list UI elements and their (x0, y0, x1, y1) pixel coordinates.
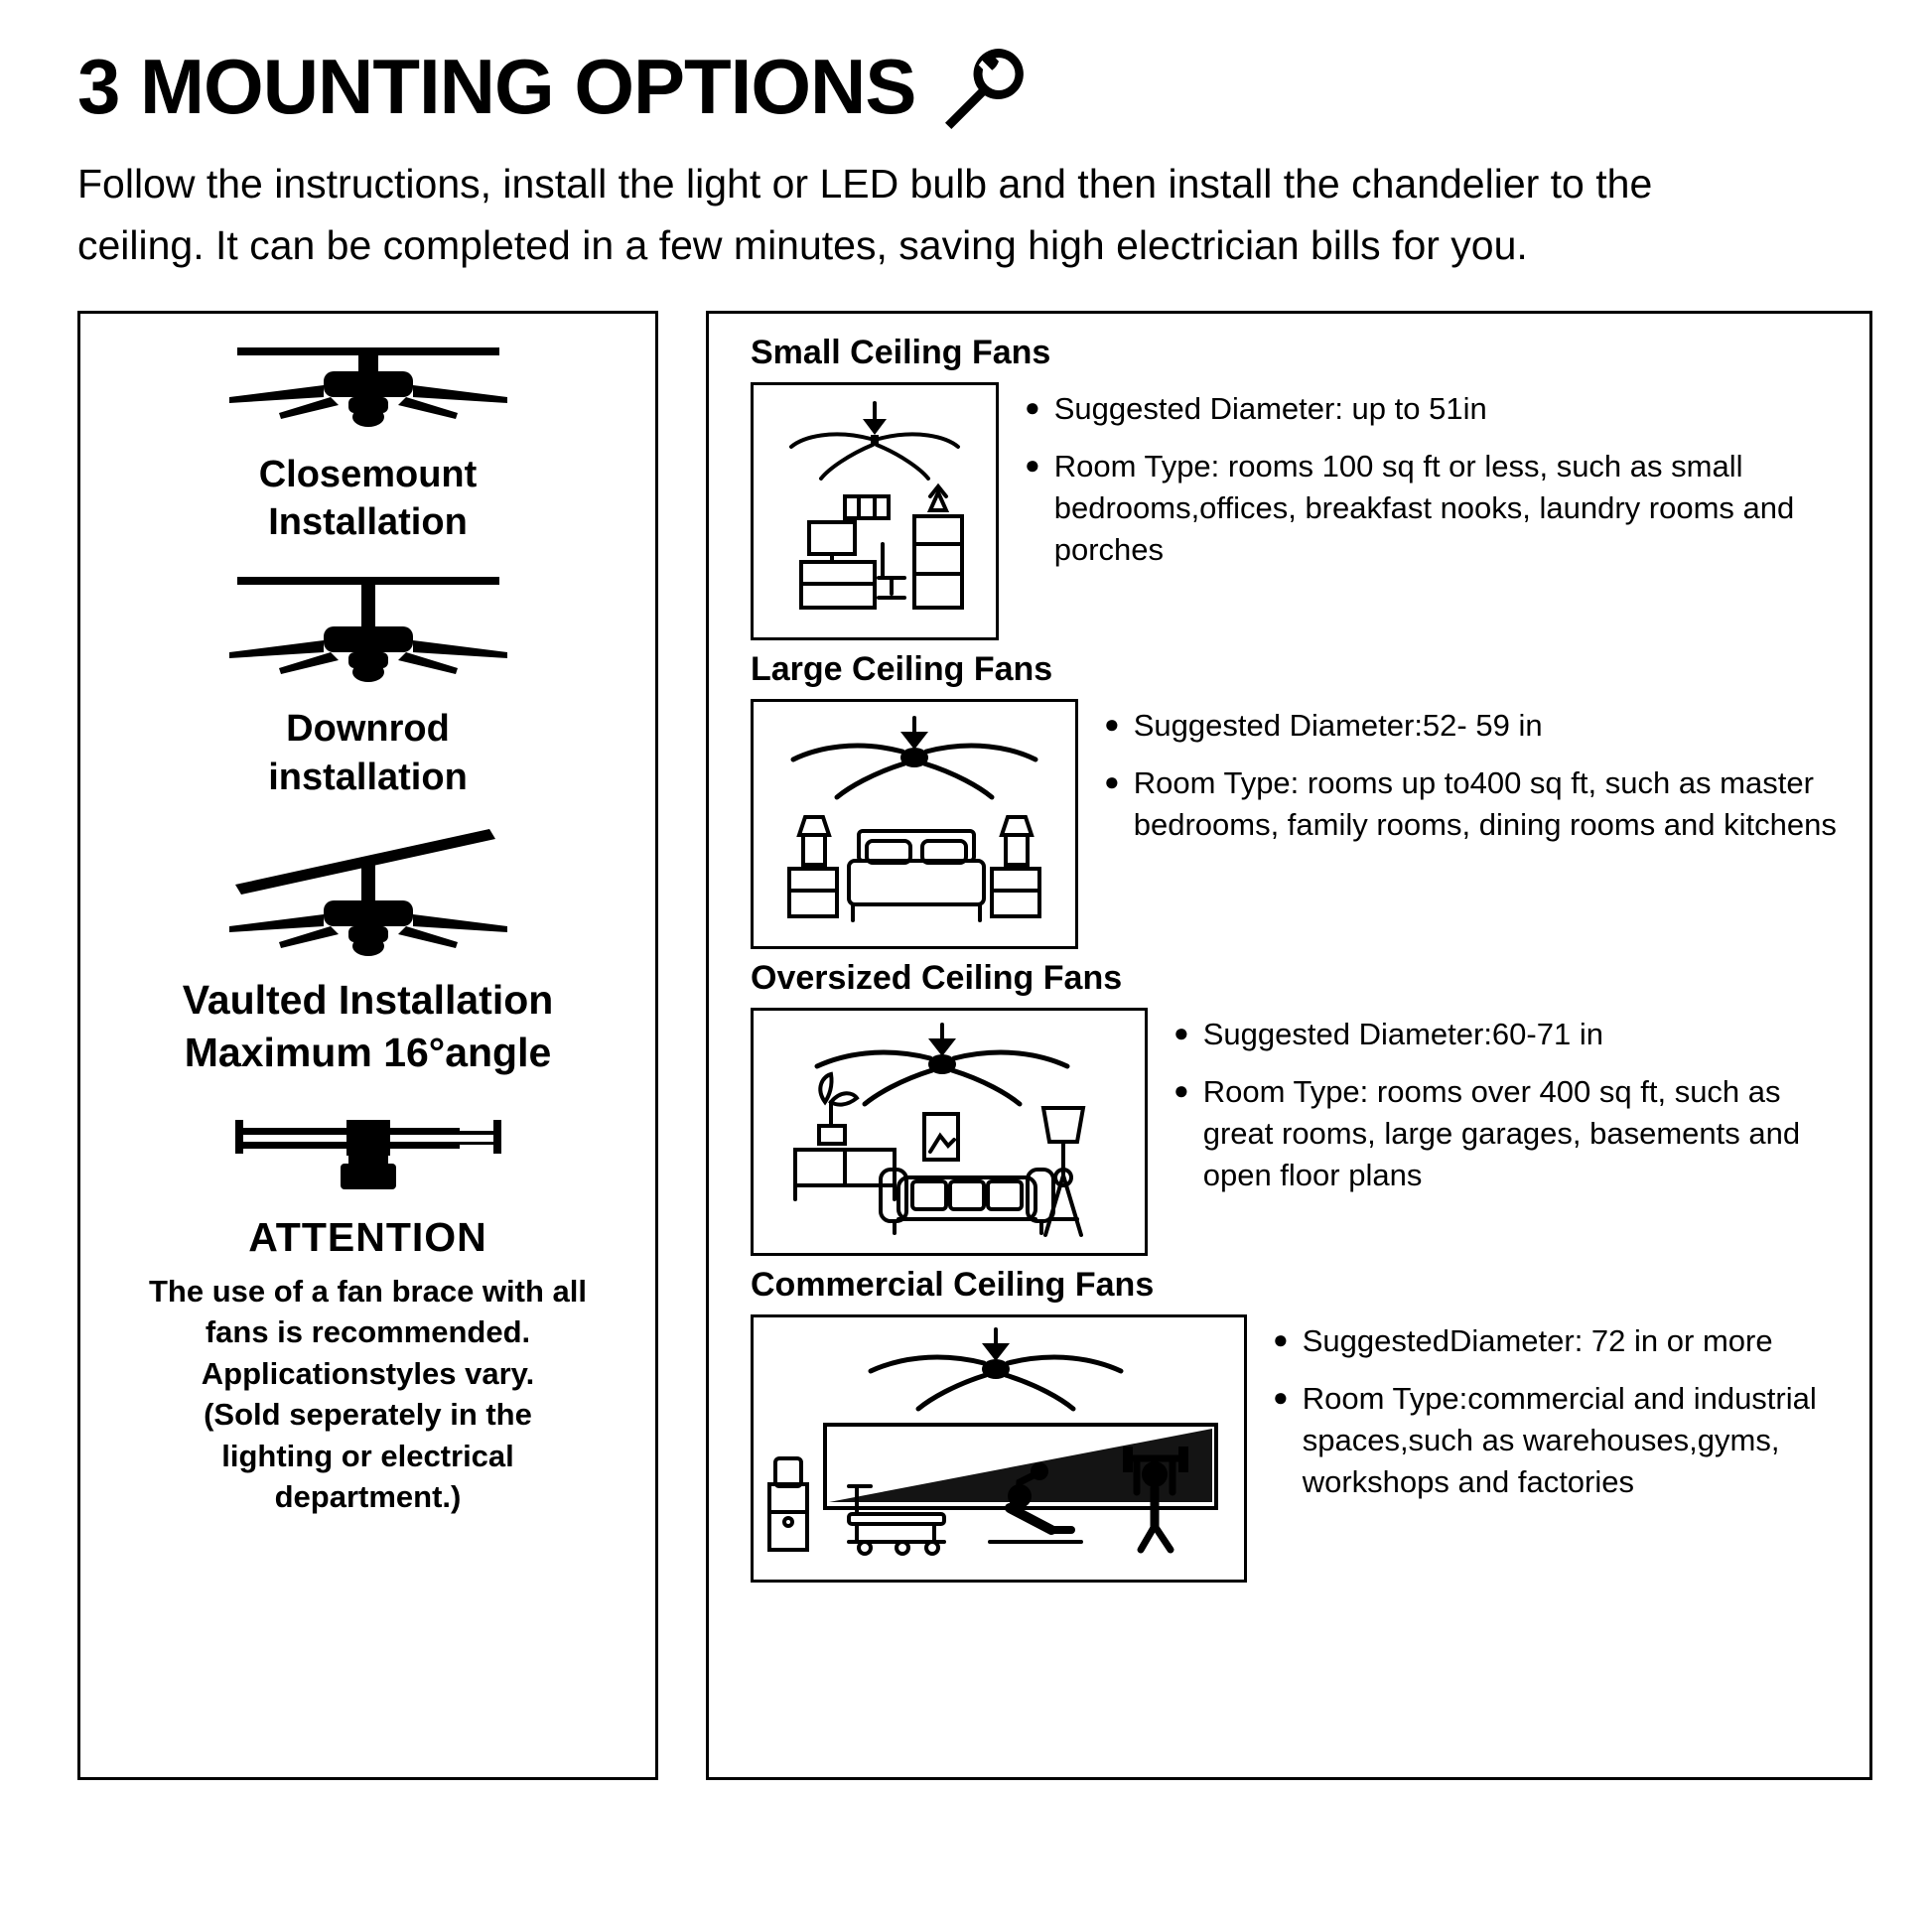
intro-paragraph: Follow the instructions, install the light or LED bulb and then install the chandelier to the ceiling. It can be completed in a few minutes, saving high electrician bills for you. (77, 161, 1653, 269)
fan-size-guide-panel (706, 311, 1872, 1780)
bullet-dot: ● (1273, 1323, 1289, 1354)
fan-size-block-small (751, 334, 1850, 640)
downrod-label: Downrod installation (268, 707, 468, 798)
bullet-dot: ● (1173, 1074, 1189, 1105)
fan-size-heading: Oversized Ceiling Fans (751, 958, 1123, 997)
bullet-item: ● Room Type: rooms up to400 sq ft, such as master bedrooms, family rooms, dining rooms and kitchens (1104, 762, 1850, 846)
bullet-item: ● Suggested Diameter: up to 51in (1025, 388, 1819, 430)
closemount-fan-icon (219, 342, 517, 441)
commercial-room-gym-icon (751, 1314, 1247, 1583)
vaulted-fan-icon (219, 825, 517, 964)
bullet-dot: ● (1104, 708, 1120, 739)
oversized-room-living-icon (751, 1008, 1148, 1256)
attention-text: The use of a fan brace with all fans is recommended. Applicationstyles vary. (Sold seperately in the lighting or electrical department.) (149, 1273, 587, 1515)
commercial-fan-bullets (1273, 1314, 1850, 1520)
large-room-bedroom-icon (751, 699, 1078, 949)
fan-size-block-oversized (751, 959, 1850, 1256)
bullet-dot: ● (1104, 765, 1120, 796)
bullet-item: ● Room Type: rooms 100 sq ft or less, such as small bedrooms,offices, breakfast nooks, laundry rooms and porches (1025, 446, 1819, 571)
attention-title: ATTENTION (248, 1213, 487, 1260)
fan-size-heading: Large Ceiling Fans (751, 649, 1053, 688)
large-fan-bullets (1104, 699, 1850, 862)
fan-size-heading: Commercial Ceiling Fans (751, 1265, 1155, 1304)
downrod-fan-icon (219, 571, 517, 695)
fan-size-block-commercial (751, 1266, 1850, 1583)
bullet-item: ● Suggested Diameter:60-71 in (1173, 1014, 1850, 1055)
bullet-item: ● Room Type:commercial and industrial spaces,such as warehouses,gyms, workshops and factories (1273, 1378, 1850, 1503)
page-title: 3 MOUNTING OPTIONS (77, 43, 916, 131)
bullet-dot: ● (1025, 391, 1040, 422)
bullet-dot: ● (1025, 449, 1040, 480)
fan-size-heading: Small Ceiling Fans (751, 333, 1051, 371)
closemount-label: Closemount Installation (258, 453, 478, 544)
mounting-options-panel (77, 311, 658, 1780)
bullet-item: ● Suggested Diameter:52- 59 in (1104, 705, 1850, 747)
small-room-office-icon (751, 382, 999, 640)
bullet-dot: ● (1173, 1017, 1189, 1047)
content-columns (77, 311, 1872, 1780)
small-fan-bullets (1025, 382, 1819, 588)
fan-size-block-large (751, 650, 1850, 949)
bullet-item: ● Room Type: rooms over 400 sq ft, such as great rooms, large garages, basements and open floor plans (1173, 1071, 1850, 1196)
wrench-icon (933, 40, 1029, 135)
bullet-dot: ● (1273, 1381, 1289, 1412)
fan-brace-icon (229, 1106, 507, 1200)
bullet-item: ● SuggestedDiameter: 72 in or more (1273, 1320, 1850, 1362)
oversized-fan-bullets (1173, 1008, 1850, 1213)
vaulted-label: Vaulted Installation Maximum 16°angle (182, 977, 554, 1076)
page-header (77, 40, 1872, 135)
